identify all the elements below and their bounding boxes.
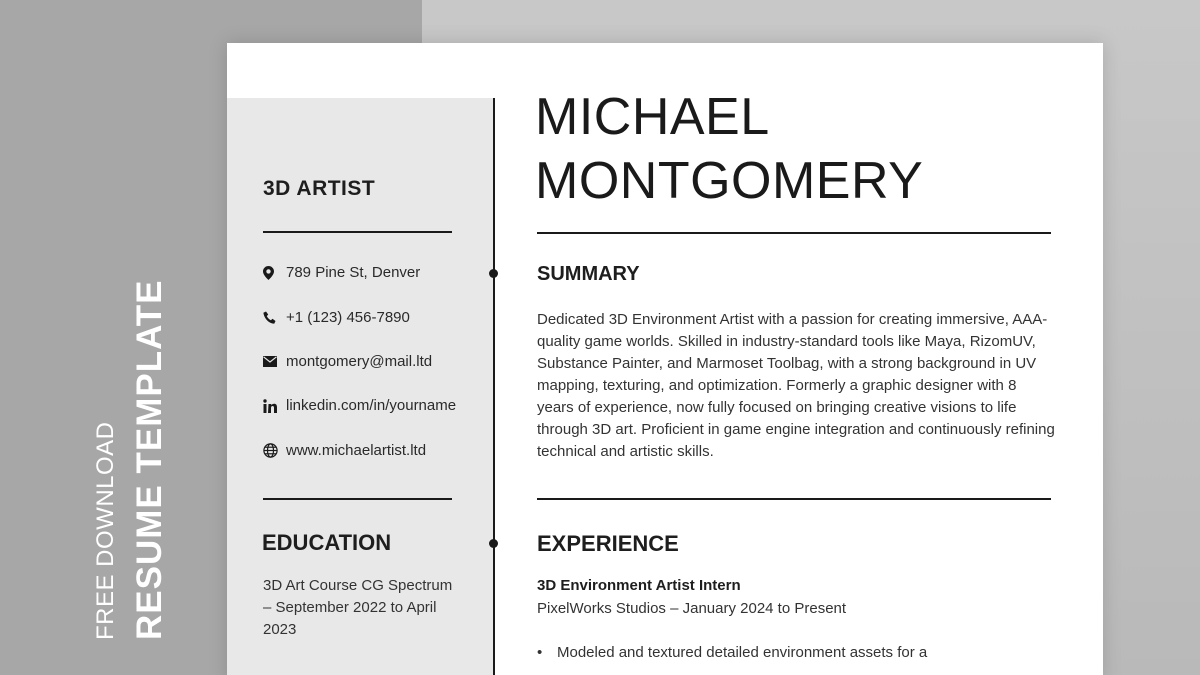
divider-left-bottom: [263, 498, 452, 500]
contact-phone-text: +1 (123) 456-7890: [286, 309, 410, 326]
timeline-dot-summary: [489, 269, 498, 278]
last-name: MONTGOMERY: [535, 152, 924, 210]
phone-icon: [263, 310, 286, 326]
summary-heading: SUMMARY: [537, 263, 640, 285]
experience-bullet: [537, 644, 927, 661]
banner-resume-template: RESUME TEMPLATE: [130, 279, 169, 640]
globe-icon: [263, 443, 286, 459]
education-heading: EDUCATION: [262, 530, 392, 555]
experience-heading: EXPERIENCE: [537, 531, 679, 556]
contact-linkedin-text: linkedin.com/in/yourname: [286, 397, 457, 414]
contact-email-text: montgomery@mail.ltd: [286, 353, 433, 370]
divider-right-top: [537, 232, 1051, 234]
contact-linkedin: [263, 397, 456, 414]
experience-bullet-text: Modeled and textured detailed environment assets for a: [557, 644, 928, 661]
contact-email: [263, 353, 432, 370]
job-title: 3D Environment Artist Intern: [537, 577, 741, 594]
location-pin-icon: [263, 265, 286, 281]
contact-address-text: 789 Pine St, Denver: [286, 264, 421, 281]
timeline-dot-experience: [489, 539, 498, 548]
contact-website-text: www.michaelartist.ltd: [286, 442, 427, 459]
contact-website: [263, 442, 426, 459]
contact-address: [263, 264, 420, 281]
bullet-dot: •: [537, 644, 543, 661]
envelope-icon: [263, 354, 286, 370]
summary-text: Dedicated 3D Environment Artist with a passion for creating immersive, AAA-quality game worlds. Skilled in industry-standard tools like Maya, RizomUV, Substance Painter, and Marmoset Toolbag, with a strong background in UV mapping, texturing, and optimization. Formerly a graphic designer with 8 years of experience, now fully focused on bringing creative visions to life through 3D art. Proficient in game engine integration and continuously refining technical and artistic skills.: [537, 311, 1055, 460]
first-name: MICHAEL: [535, 88, 770, 146]
divider-right-bottom: [537, 498, 1051, 500]
divider-left-top: [263, 231, 452, 233]
timeline-line: [493, 98, 495, 675]
resume-page: [227, 43, 1103, 675]
job-company: PixelWorks Studios – January 2024 to Present: [537, 600, 847, 617]
contact-phone: [263, 309, 410, 326]
role-title: 3D ARTIST: [263, 177, 376, 200]
linkedin-icon: [263, 398, 286, 414]
education-details: 3D Art Course CG Spectrum – September 2022 to April 2023: [263, 577, 453, 638]
banner-free-download: FREE DOWNLOAD: [92, 421, 119, 640]
